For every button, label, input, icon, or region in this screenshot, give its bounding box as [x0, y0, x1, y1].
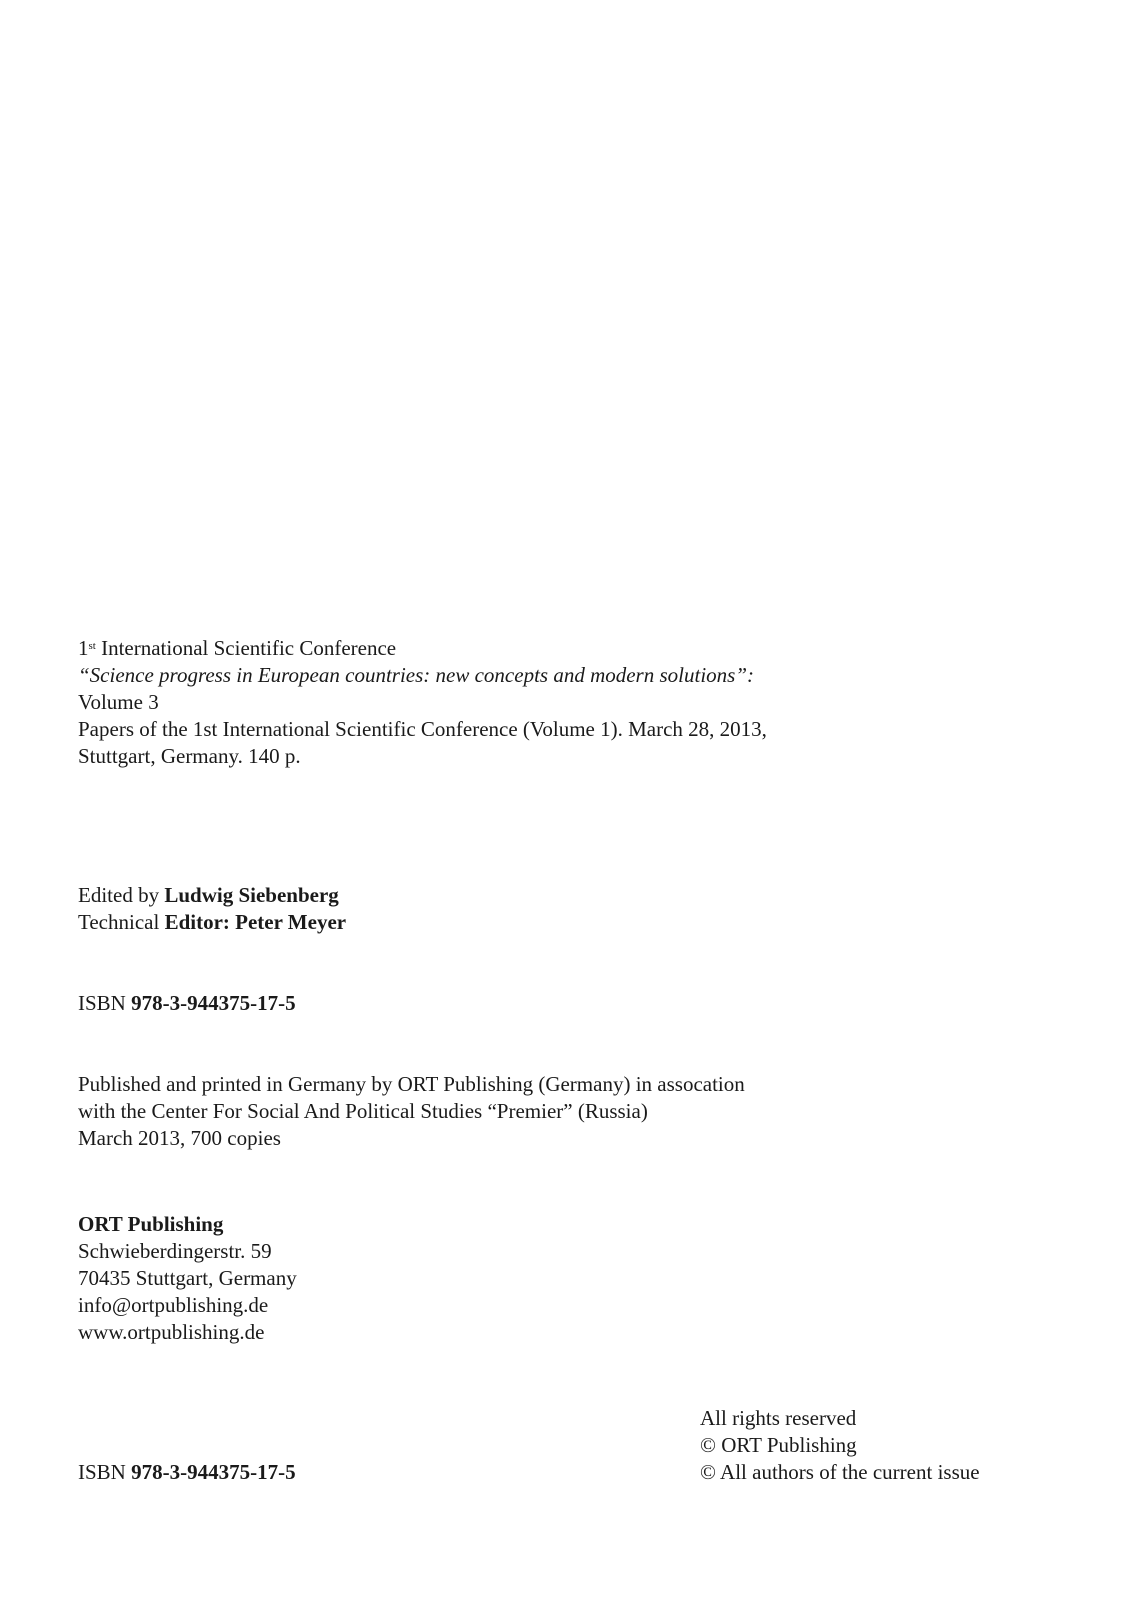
isbn-label: ISBN [78, 1460, 126, 1484]
technical-editor-name: Editor: Peter Meyer [164, 910, 347, 934]
publisher-website[interactable]: www.ortpublishing.de [78, 1320, 265, 1344]
edited-by-line [78, 882, 346, 909]
conference-volume: Volume 3 [78, 690, 159, 714]
editor-name: Ludwig Siebenberg [164, 883, 339, 907]
conference-ordinal-number: 1 [78, 636, 89, 660]
publication-line-1: Published and printed in Germany by ORT Publishing (Germany) in assocation [78, 1072, 745, 1096]
technical-prefix: Technical [78, 910, 160, 934]
rights-line-3: © All authors of the current issue [700, 1460, 980, 1484]
isbn-number: 978-3-944375-17-5 [131, 1460, 296, 1484]
isbn-label: ISBN [78, 991, 126, 1015]
rights-notice [700, 1405, 980, 1486]
publisher-email[interactable]: info@ortpublishing.de [78, 1293, 269, 1317]
isbn-top [78, 990, 296, 1017]
publication-line-3: March 2013, 700 copies [78, 1126, 281, 1150]
publisher-street: Schwieberdingerstr. 59 [78, 1239, 272, 1263]
conference-title: International Scientific Conference [101, 636, 397, 660]
publisher-name: ORT Publishing [78, 1212, 224, 1236]
conference-ordinal-suffix: st [88, 640, 96, 652]
papers-line-1: Papers of the 1st International Scientific Conference (Volume 1). March 28, 2013, [78, 717, 767, 741]
conference-title-line [78, 635, 767, 662]
isbn-number: 978-3-944375-17-5 [131, 991, 296, 1015]
editors-info [78, 882, 346, 936]
edited-by-prefix: Edited by [78, 883, 160, 907]
publisher-address [78, 1211, 297, 1346]
publication-info [78, 1071, 745, 1152]
rights-line-2: © ORT Publishing [700, 1433, 857, 1457]
publisher-city: 70435 Stuttgart, Germany [78, 1266, 297, 1290]
conference-info [78, 635, 767, 770]
technical-editor-line [78, 909, 346, 936]
publication-line-2: with the Center For Social And Political Studies “Premier” (Russia) [78, 1099, 648, 1123]
papers-line-2: Stuttgart, Germany. 140 p. [78, 744, 301, 768]
isbn-bottom [78, 1459, 296, 1486]
rights-line-1: All rights reserved [700, 1406, 857, 1430]
conference-subtitle: “Science progress in European countries: new concepts and modern solutions”: [78, 663, 754, 687]
